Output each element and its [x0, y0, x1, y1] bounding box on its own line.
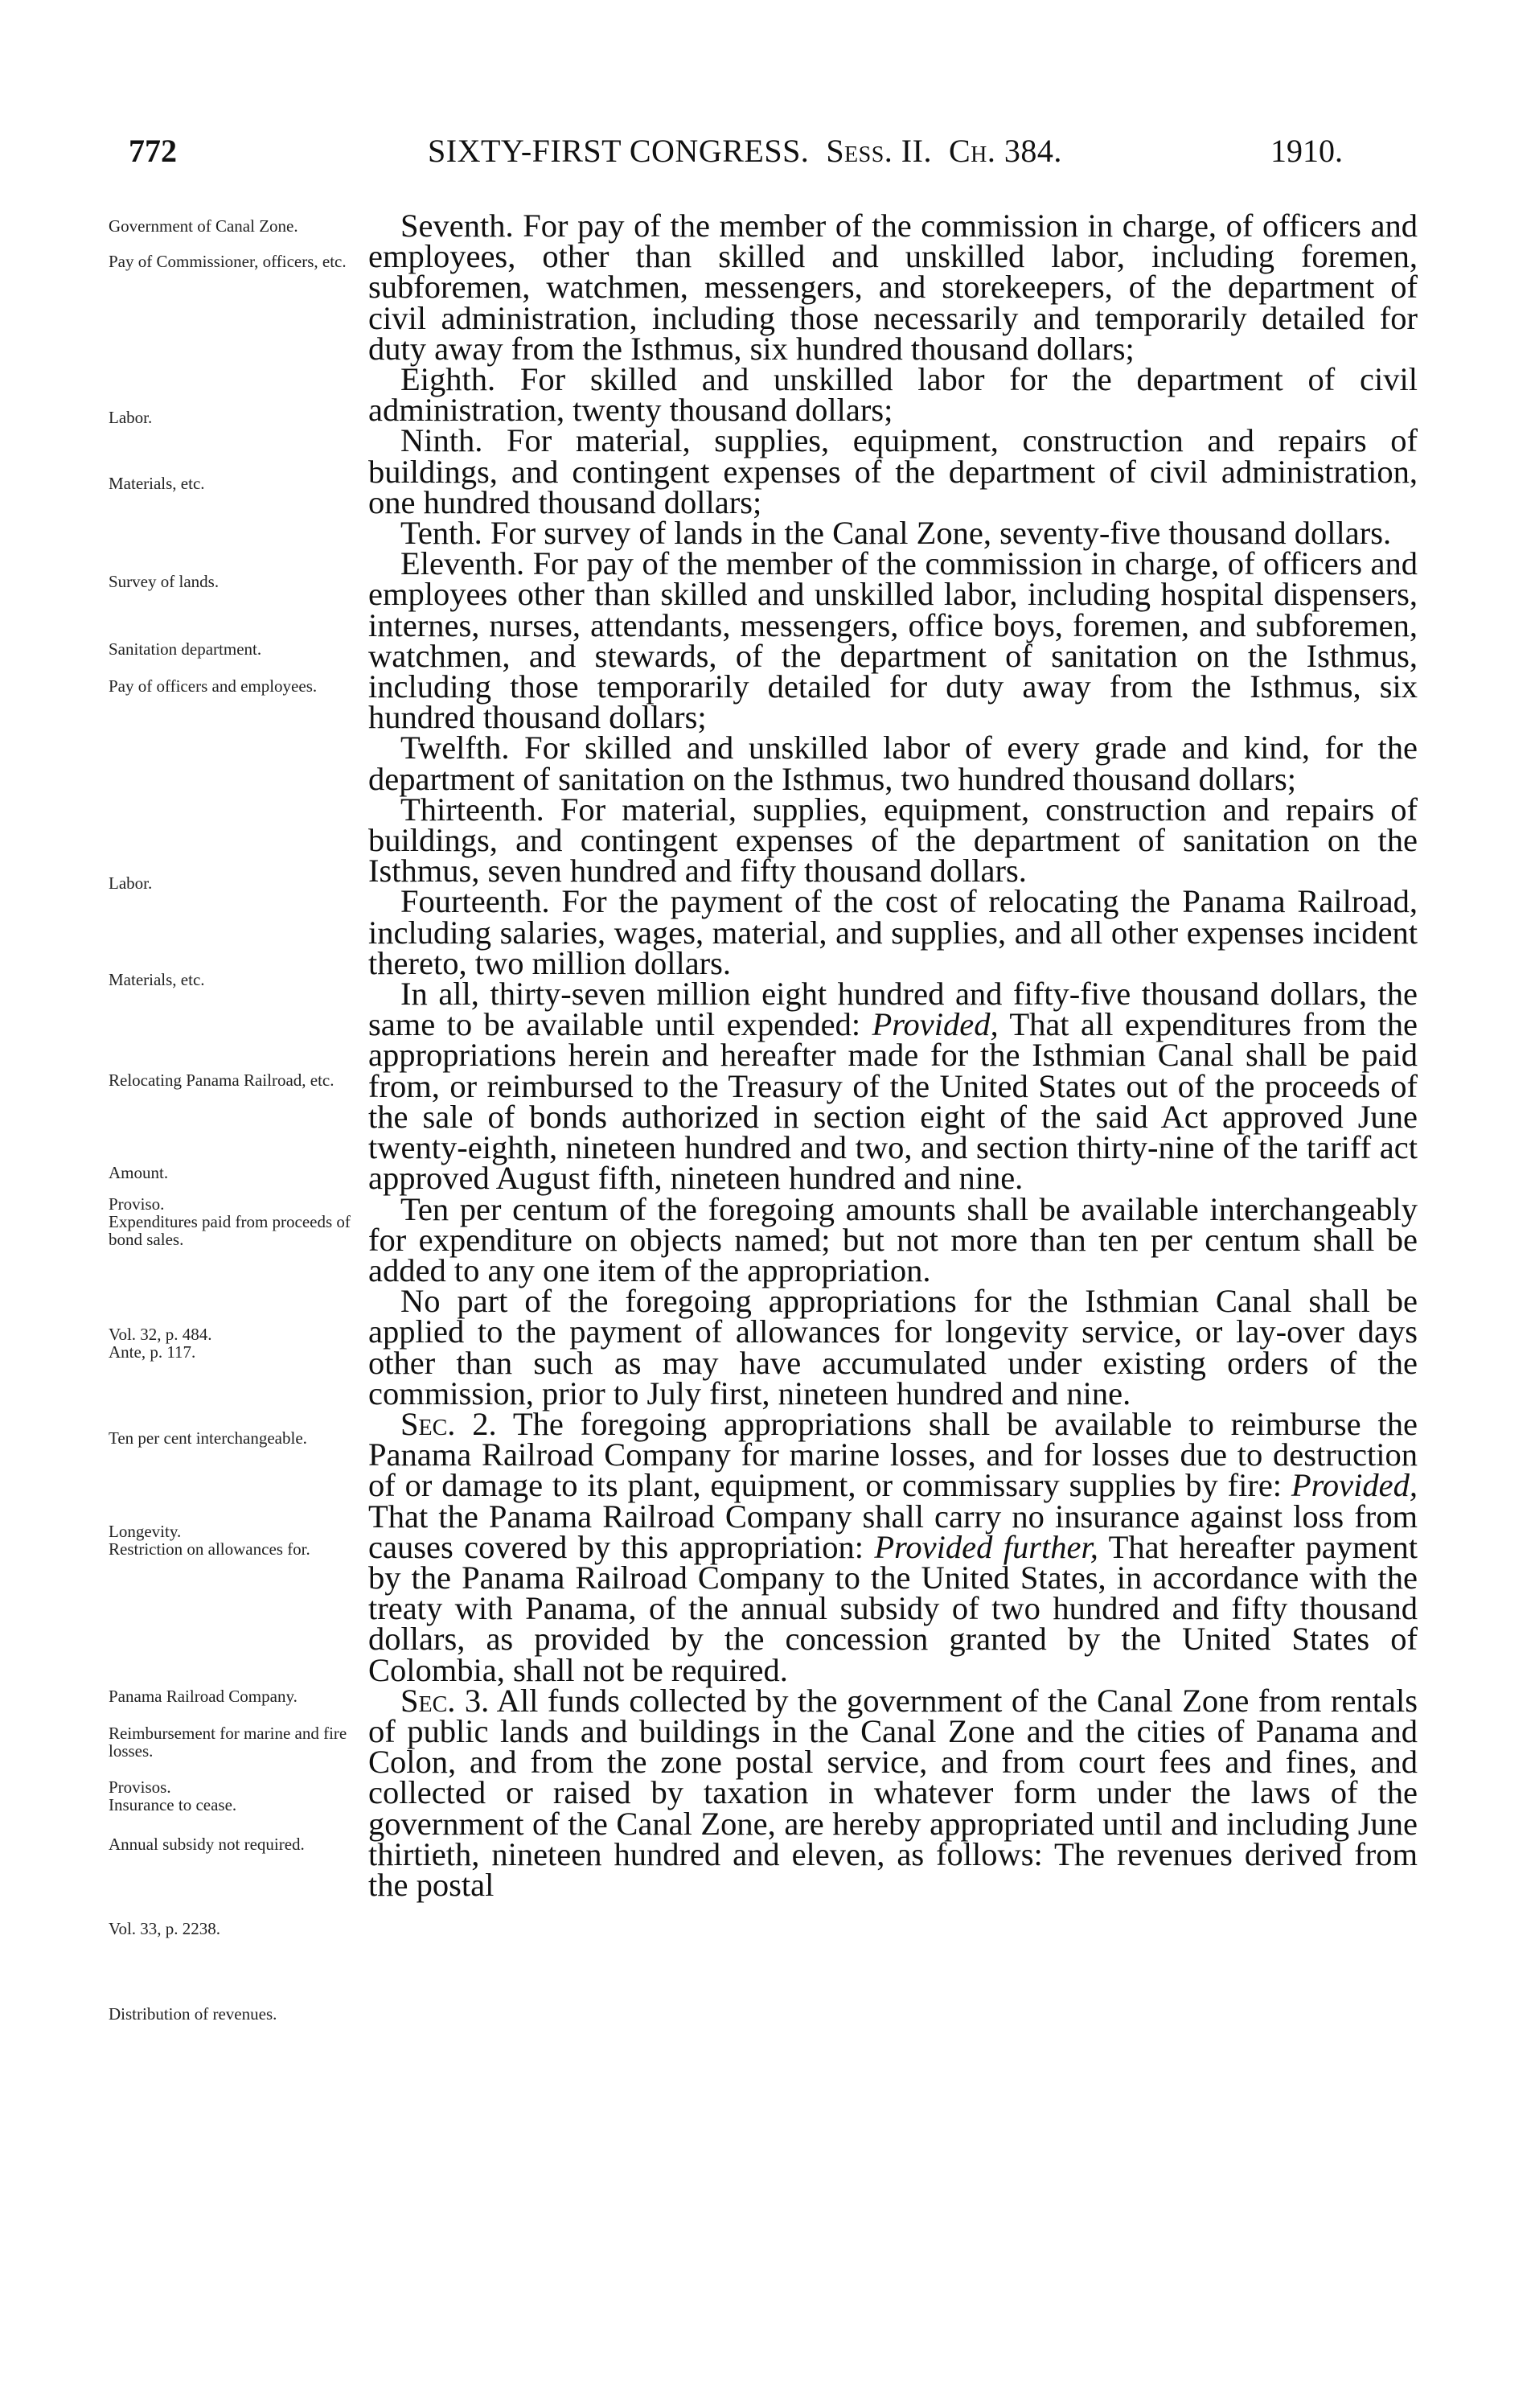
body-text	[368, 208, 1418, 1903]
margin-note: Panama Railroad Company.	[109, 1687, 298, 1706]
paragraph-longevity: No part of the foregoing appropriations for the Isthmian Canal shall be applied to the payment of allowances for longevity service, or lay-over days other than such as may have accumulated under existing orders of the commission, prior to July first, nineteen hundred and nine.	[368, 1283, 1418, 1412]
margin-note: Ante, p. 117.	[109, 1342, 196, 1362]
text-run: That hereafter payment by the Panama Railroad Company to the United States, in accordance with the treaty with Panama, of the annual subsidy of two hundred and fifty thousand dollars, as provided by the concession granted by the United States of Colombia, shall not be required.	[368, 1528, 1418, 1688]
text-run: The foregoing appropriations shall be available to reimburse the Panama Railroad Company for marine losses, and for losses due to destruction of or damage to its plant, equipment, or commissary supplies by fire:	[368, 1405, 1418, 1504]
paragraph-fourteenth: Fourteenth. For the payment of the cost of relocating the Panama Railroad, including salaries, wages, material, and supplies, and all other expenses incident thereto, two million dollars.	[368, 883, 1418, 981]
header-chapter: Ch. 384.	[948, 133, 1062, 169]
margin-note: Annual subsidy not required.	[109, 1835, 305, 1854]
margin-note: Vol. 33, p. 2238.	[109, 1919, 221, 1938]
margin-note: Vol. 32, p. 484.	[109, 1325, 212, 1344]
proviso-word: Provided,	[1291, 1467, 1418, 1504]
header-title	[428, 127, 1062, 175]
page-number: 772	[129, 133, 177, 169]
paragraph-twelfth: Twelfth. For skilled and unskilled labor of every grade and kind, for the department of sanitation on the Isthmus, two hundred thousand dollars;	[368, 729, 1418, 797]
margin-note: Expenditures paid from proceeds of bond sales.	[109, 1212, 351, 1249]
margin-note: Restriction on allowances for.	[109, 1539, 310, 1559]
paragraph-eleventh: Eleventh. For pay of the member of the commission in charge, of officers and employees other than skilled and unskilled labor, including hospital dispensers, internes, nurses, attendants, messengers, office boys, foremen, and subforemen, watchmen, and stewards, of the department of sanitation on the Isthmus, including those temporarily detailed for duty away from the Isthmus, six hundred thousand dollars;	[368, 545, 1418, 736]
proviso-word: Provided further,	[874, 1528, 1098, 1565]
paragraph-in-all	[368, 976, 1418, 1197]
text-run: In all, thirty-seven million eight hundred and fifty-five thousand dollars, the same to be available until expended:	[368, 976, 1418, 1043]
paragraph-section-2	[368, 1405, 1418, 1688]
running-header	[129, 127, 1415, 175]
margin-note: Pay of officers and employees.	[109, 676, 318, 696]
margin-note: Longevity.	[109, 1522, 182, 1541]
margin-note: Distribution of revenues.	[109, 2004, 277, 2024]
margin-note: Proviso.	[109, 1194, 165, 1214]
margin-note: Pay of Commissioner, officers, etc.	[109, 252, 347, 271]
paragraph-ninth: Ninth. For material, supplies, equipment, construction and repairs of buildings, and contingent expenses of the department of civil administration, one hundred thousand dollars;	[368, 422, 1418, 520]
margin-note: Reimbursement for marine and fire losses.	[109, 1724, 347, 1761]
margin-note: Insurance to cease.	[109, 1795, 237, 1814]
text-run: That all expenditures from the appropriations herein and hereafter made for the Isthmian Canal shall be paid from, or reimbursed to the Treasury of the United States out of the proceeds of the sale of bonds authorized in section eight of the said Act approved June twenty-eighth, nineteen hundred and two, and section thirty-nine of the tariff act approved August fifth, nineteen hundred and nine.	[368, 1006, 1418, 1197]
margin-note: Survey of lands.	[109, 572, 220, 591]
text-run: All funds collected by the government of the Canal Zone from rentals of public lands and buildings in the Canal Zone and the cities of Panama and Colon, and from the zone postal service, and from court fees and fines, and collected or raised by taxation in whatever form under the laws of the government of the Canal Zone, are hereby appropriated until and including June thirtieth, nineteen hundred and eleven, as follows: The revenues derived from the postal	[368, 1682, 1418, 1903]
margin-note: Government of Canal Zone.	[109, 216, 298, 236]
margin-note: Amount.	[109, 1163, 169, 1182]
paragraph-section-3	[368, 1682, 1418, 1903]
margin-note: Materials, etc.	[109, 970, 205, 989]
proviso-word: Provided,	[872, 1006, 999, 1043]
margin-note: Relocating Panama Railroad, etc.	[109, 1070, 334, 1090]
paragraph-eighth: Eighth. For skilled and unskilled labor for the department of civil administration, twenty thousand dollars;	[368, 361, 1418, 429]
header-year: 1910.	[1270, 133, 1343, 169]
text-run: That the Panama Railroad Company shall carry no insurance against loss from causes covered by this appropriation:	[368, 1498, 1418, 1565]
margin-note: Ten per cent interchangeable.	[109, 1428, 307, 1448]
margin-note: Labor.	[109, 873, 153, 893]
margin-note: Sanitation department.	[109, 639, 262, 659]
paragraph-seventh: Seventh. For pay of the member of the commission in charge, of officers and employees, other than skilled and unskilled labor, including foremen, subforemen, watchmen, messengers, and storekeepers, of the department of civil administration, including those necessarily and temporarily detailed for duty away from the Isthmus, six hundred thousand dollars;	[368, 208, 1418, 367]
margin-note: Labor.	[109, 408, 153, 427]
paragraph-thirteenth: Thirteenth. For material, supplies, equipment, construction and repairs of buildings, and contingent expenses of the department of sanitation on the Isthmus, seven hundred and fifty thousand dollars.	[368, 791, 1418, 890]
paragraph-ten-per-centum: Ten per centum of the foregoing amounts shall be available interchangeably for expenditure on objects named; but not more than ten per centum shall be added to any one item of the appropriation.	[368, 1190, 1418, 1288]
section-number: Sec. 2.	[400, 1405, 497, 1442]
margin-note: Materials, etc.	[109, 474, 205, 493]
paragraph-tenth: Tenth. For survey of lands in the Canal Zone, seventy-five thousand dollars.	[400, 515, 1392, 552]
margin-note: Provisos.	[109, 1777, 171, 1797]
section-number: Sec. 3.	[400, 1682, 490, 1719]
header-congress: SIXTY-FIRST CONGRESS.	[428, 133, 810, 169]
header-session: Sess. II.	[826, 133, 932, 169]
